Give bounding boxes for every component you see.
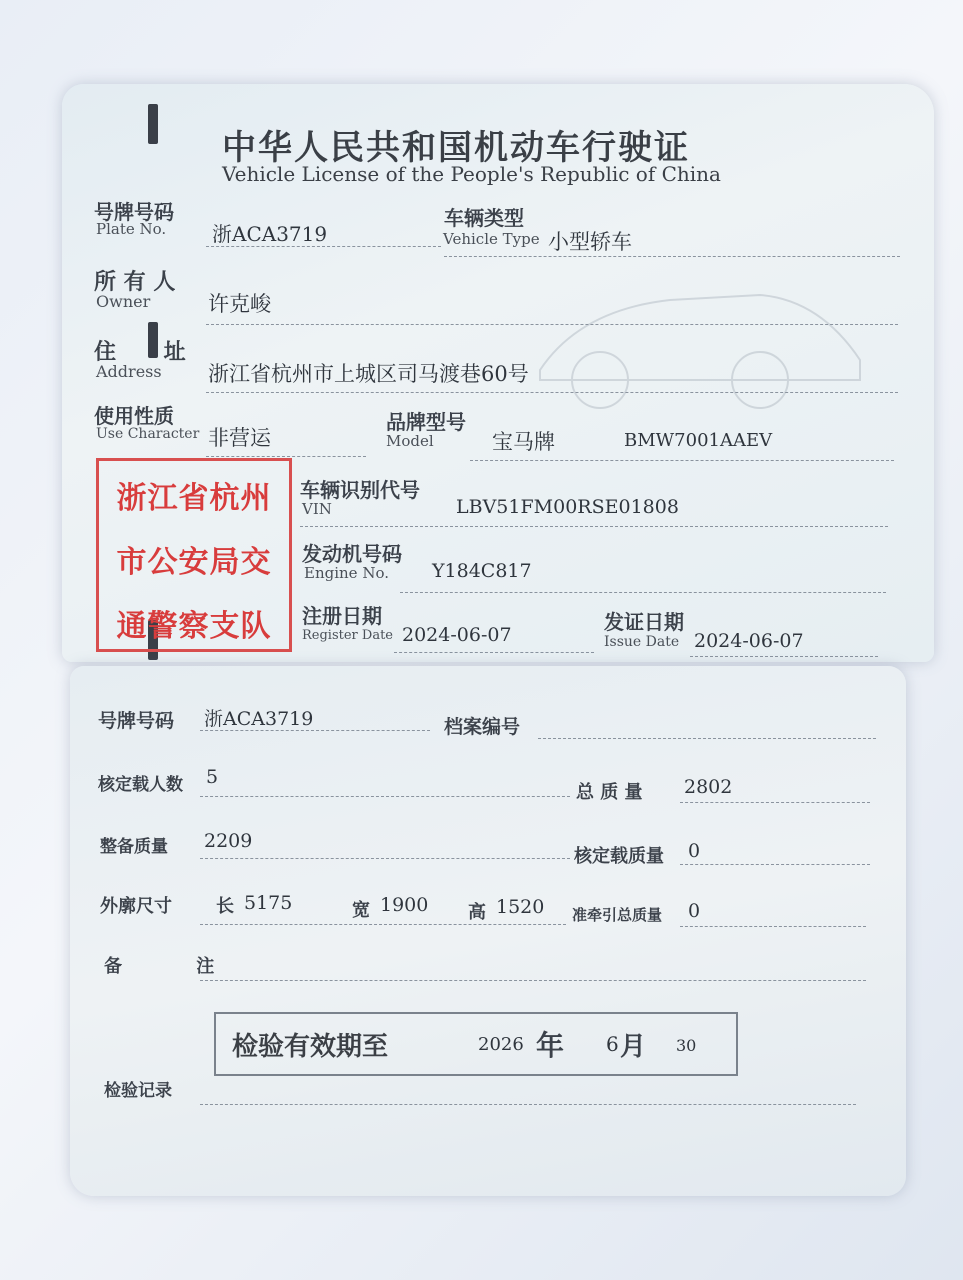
document-title-en: Vehicle License of the People's Republic of China: [222, 162, 721, 186]
inspection-month-unit: 月: [620, 1032, 647, 1062]
license-secondary-page: [70, 666, 906, 1196]
underline: [206, 246, 441, 247]
issue-date-value: 2024-06-07: [694, 630, 804, 652]
plate-value: 浙ACA3719: [212, 222, 328, 246]
underline: [206, 456, 366, 457]
engine-label-en: Engine No.: [304, 564, 389, 582]
use-character-label-en: Use Character: [96, 426, 200, 442]
address-label: 住 址: [94, 340, 206, 365]
underline: [200, 730, 430, 731]
file-number-label: 档案编号: [444, 716, 521, 738]
vehicle-type-value: 小型轿车: [548, 230, 632, 254]
seal-line-1: 浙江省杭州: [116, 481, 272, 516]
rated-load-label: 核定载质量: [574, 846, 664, 867]
underline: [300, 526, 888, 527]
remarks-label: 备 注: [104, 956, 249, 977]
document-title: 中华人民共和国机动车行驶证: [222, 128, 690, 168]
vin-value: LBV51FM00RSE01808: [456, 496, 679, 518]
width-value: 1900: [380, 894, 429, 916]
height-value: 1520: [496, 896, 545, 918]
register-date-label-en: Register Date: [302, 628, 393, 643]
seal-line-3: 通警察支队: [116, 609, 272, 644]
owner-label-en: Owner: [96, 292, 151, 311]
owner-value: 许克峻: [208, 292, 271, 316]
underline: [538, 738, 876, 739]
underline: [690, 656, 878, 657]
underline: [200, 796, 570, 797]
total-mass-label: 总 质 量: [576, 782, 643, 803]
vehicle-type-label-en: Vehicle Type: [443, 230, 540, 248]
address-value: 浙江省杭州市上城区司马渡巷60号: [208, 362, 529, 386]
underline: [200, 924, 566, 925]
plate-label-en: Plate No.: [96, 220, 167, 238]
model-code: BMW7001AAEV: [624, 430, 773, 451]
underline: [200, 858, 570, 859]
vehicle-type-label: 车辆类型: [444, 206, 524, 230]
lower-plate-value: 浙ACA3719: [204, 708, 314, 730]
register-date-label: 注册日期: [302, 604, 382, 628]
seal-line-2: 市公安局交: [116, 545, 272, 580]
police-seal: [96, 458, 292, 652]
underline: [680, 864, 870, 865]
register-date-value: 2024-06-07: [402, 624, 512, 646]
dimensions-label: 外廓尺寸: [100, 896, 172, 917]
underline: [206, 392, 898, 393]
engine-label: 发动机号码: [302, 542, 402, 566]
issue-date-label-en: Issue Date: [604, 634, 680, 650]
total-mass-value: 2802: [684, 776, 733, 798]
vin-label: 车辆识别代号: [300, 478, 420, 502]
seats-value: 5: [206, 766, 219, 788]
length-label: 长: [216, 896, 234, 917]
engine-value: Y184C817: [432, 560, 532, 582]
plate-label: 号牌号码: [94, 200, 174, 224]
curb-mass-label: 整备质量: [100, 837, 168, 857]
underline: [206, 324, 898, 325]
owner-label: 所 有 人: [94, 270, 176, 295]
towing-mass-value: 0: [688, 900, 701, 922]
towing-mass-label: 准牵引总质量: [572, 906, 663, 924]
rated-load-value: 0: [688, 840, 701, 862]
model-label: 品牌型号: [386, 410, 466, 434]
inspection-validity-stamp: [214, 1012, 738, 1076]
inspection-month: 6: [606, 1032, 619, 1056]
underline: [200, 1104, 856, 1105]
underline: [470, 460, 894, 461]
curb-mass-value: 2209: [204, 830, 253, 852]
seats-label: 核定载人数: [98, 775, 183, 795]
underline: [680, 926, 866, 927]
model-label-en: Model: [386, 432, 434, 450]
height-label: 高: [468, 902, 486, 923]
width-label: 宽: [352, 900, 370, 921]
inspection-year: 2026: [478, 1034, 524, 1055]
use-character-value: 非营运: [208, 426, 271, 450]
underline: [200, 980, 866, 981]
use-character-label: 使用性质: [94, 404, 174, 428]
inspection-record-label: 检验记录: [104, 1081, 172, 1101]
issue-date-label: 发证日期: [604, 610, 684, 634]
address-label-en: Address: [96, 362, 162, 381]
inspection-validity-label: 检验有效期至: [232, 1032, 389, 1062]
inspection-day: 30: [676, 1036, 697, 1055]
underline: [400, 592, 886, 593]
vin-label-en: VIN: [302, 500, 332, 518]
lower-plate-label: 号牌号码: [98, 710, 175, 732]
binding-mark: [148, 104, 158, 144]
underline: [394, 652, 594, 653]
underline: [444, 256, 900, 257]
underline: [680, 802, 870, 803]
inspection-year-unit: 年: [536, 1029, 565, 1062]
model-brand: 宝马牌: [492, 430, 555, 454]
car-watermark-upper: [520, 250, 880, 420]
length-value: 5175: [244, 892, 293, 914]
